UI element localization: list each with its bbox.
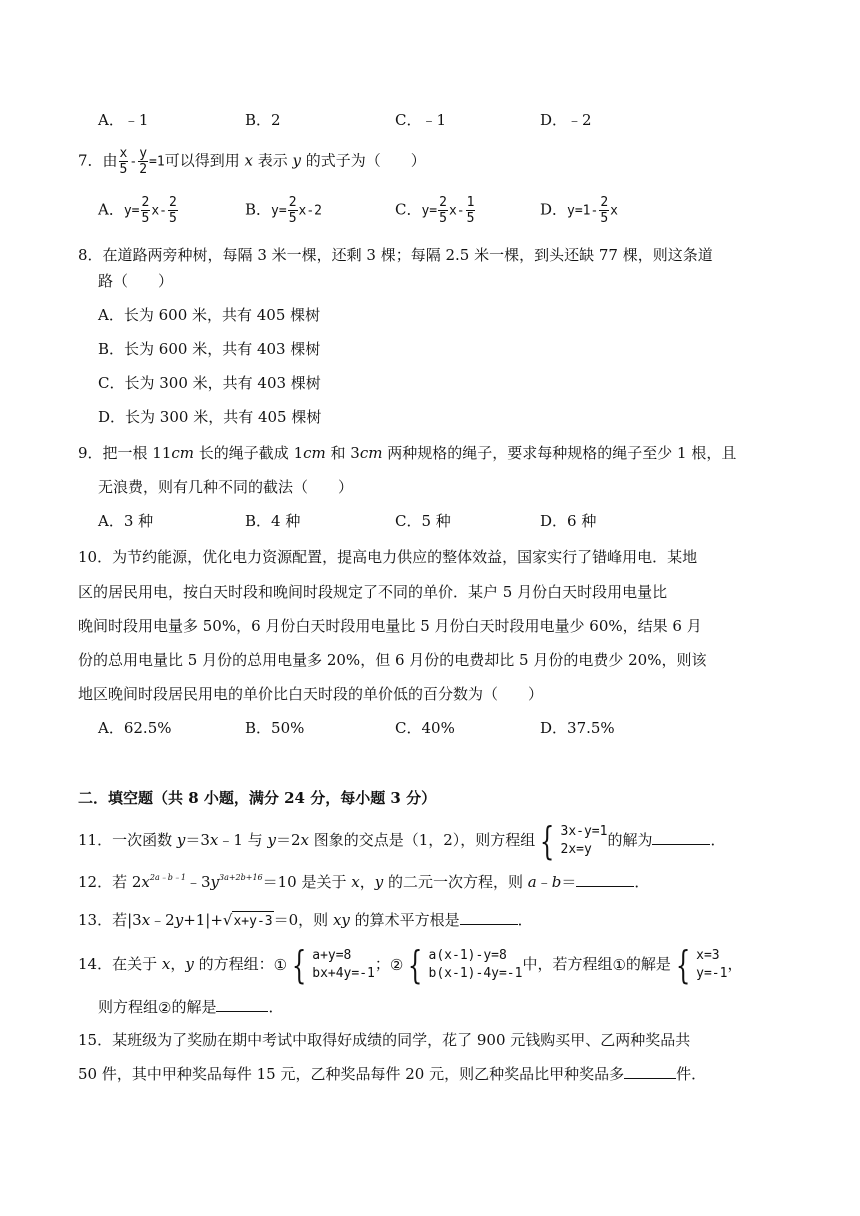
answer-blank[interactable] bbox=[576, 872, 634, 887]
q12-exponent: 3a+2b+16 bbox=[218, 873, 263, 882]
sqrt-icon: √ bbox=[222, 911, 233, 929]
q7-stem bbox=[78, 146, 426, 177]
q10-option-d: D．37.5% bbox=[540, 719, 615, 737]
q9-option-d: D．6 种 bbox=[540, 512, 597, 530]
option-math: y=1- bbox=[567, 203, 599, 219]
q14-stem bbox=[78, 942, 742, 986]
q12-exponent: 2a﹣b﹣1 bbox=[149, 873, 186, 882]
q6-option-b: B．2 bbox=[245, 111, 281, 129]
brace-icon: { bbox=[675, 943, 691, 987]
q7-text: 表示 bbox=[252, 151, 293, 170]
q12-text: ， bbox=[359, 873, 375, 891]
q7-text: 的式子为（ ） bbox=[300, 151, 426, 170]
q7-option-d bbox=[540, 195, 618, 226]
q9-option-a: A．3 种 bbox=[98, 512, 154, 530]
fraction-numerator: 2 bbox=[141, 195, 150, 210]
q15-text: 50 件，其中甲种奖品每件 15 元，乙种奖品每件 20 元，则乙种奖品比甲种奖品多 bbox=[78, 1065, 625, 1083]
q14-system-3 bbox=[671, 943, 728, 987]
q10-option-c: C．40% bbox=[395, 719, 455, 737]
q10-line-1: 10．为节约能源，优化电力资源配置，提高电力供应的整体效益，国家实行了错峰用电．某地 bbox=[78, 548, 698, 566]
q11-var: x bbox=[209, 831, 219, 849]
fraction-numerator: 2 bbox=[288, 195, 297, 210]
q10-line-2: 区的居民用电，按白天时段和晚间时段规定了不同的单价．某户 5 月份白天时段用电量比 bbox=[78, 583, 668, 601]
q7-eq-rest: =1 bbox=[149, 154, 165, 170]
q9-text: 长的绳子截成 1 bbox=[194, 444, 304, 462]
q10-line-4: 份的总用电量比 5 月份的总用电量多 20%，但 6 月份的电费却比 5 月份的电费少 20%，则该 bbox=[78, 651, 707, 669]
option-math: y= bbox=[421, 203, 438, 219]
circled-number-icon: ① bbox=[612, 955, 626, 974]
q9-line-2: 无浪费，则有几种不同的截法（ ） bbox=[98, 478, 354, 496]
answer-blank[interactable] bbox=[216, 997, 268, 1012]
fraction-numerator: 2 bbox=[600, 195, 609, 210]
q11-text: 图象的交点是（1，2），则方程组 bbox=[308, 831, 536, 849]
option-math: y= bbox=[123, 203, 140, 219]
q13-text: ． bbox=[517, 911, 533, 929]
fraction-denominator: 5 bbox=[288, 211, 297, 226]
q7-prefix: 7．由 bbox=[78, 151, 118, 170]
q11-text: ﹣1 与 bbox=[218, 831, 268, 849]
q14-var: x bbox=[161, 955, 171, 973]
q9-option-b: B．4 种 bbox=[245, 512, 301, 530]
brace-icon: { bbox=[408, 943, 423, 987]
system-line: a(x-1)-y=8 bbox=[428, 948, 507, 963]
q10-option-a: A．62.5% bbox=[98, 719, 172, 737]
option-fraction bbox=[141, 195, 151, 226]
option-math: y= bbox=[271, 203, 287, 219]
q12-var: x bbox=[351, 873, 360, 891]
q12-text: ＝10 是关于 bbox=[262, 873, 352, 891]
q14-text: 中，若方程组 bbox=[522, 955, 613, 973]
q7-eq-minus: - bbox=[129, 154, 138, 170]
q8-option-b: B．长为 600 米，共有 403 棵树 bbox=[98, 340, 321, 358]
system-line: 2x=y bbox=[560, 842, 592, 857]
q14-system-2 bbox=[403, 943, 523, 987]
fraction-denominator: 5 bbox=[168, 211, 177, 226]
brace-icon: { bbox=[291, 943, 307, 987]
answer-blank[interactable] bbox=[460, 910, 518, 925]
q14-text: ， bbox=[170, 955, 186, 973]
q7-text: 可以得到用 bbox=[164, 151, 245, 170]
q6-option-a: A．﹣1 bbox=[98, 111, 149, 129]
q14-text: ； bbox=[374, 955, 390, 973]
system-line: x=3 bbox=[696, 948, 720, 963]
q7-eq-fraction-1 bbox=[119, 146, 129, 177]
q14-text: 则方程组 bbox=[98, 998, 159, 1016]
q8-option-c: C．长为 300 米，共有 403 棵树 bbox=[98, 374, 321, 392]
option-math: x-2 bbox=[298, 203, 322, 219]
q15-text: 件． bbox=[676, 1065, 707, 1083]
fraction-numerator: 2 bbox=[168, 195, 177, 210]
q12-var: a bbox=[527, 873, 537, 891]
q13-var: x bbox=[141, 911, 151, 929]
q6-option-c: C．﹣1 bbox=[395, 111, 447, 129]
q13-stem bbox=[78, 910, 533, 932]
q9-text: 两种规格的绳子，要求每种规格的绳子至少 1 根，且 bbox=[382, 444, 737, 462]
q10-line-5: 地区晚间时段居民用电的单价比白天时段的单价低的百分数为（ ） bbox=[78, 685, 544, 703]
option-fraction bbox=[168, 195, 178, 226]
fraction-numerator: 1 bbox=[466, 195, 475, 210]
fraction-denominator: 2 bbox=[139, 162, 148, 177]
option-math: x- bbox=[151, 203, 167, 219]
q11-var: y bbox=[176, 831, 186, 849]
option-fraction bbox=[466, 195, 476, 226]
answer-blank[interactable] bbox=[624, 1064, 676, 1079]
circled-number-icon: ② bbox=[158, 998, 172, 1017]
system-line: y=-1 bbox=[696, 966, 728, 981]
q13-radicand: x+y-3 bbox=[232, 911, 273, 932]
q12-var: y bbox=[374, 873, 384, 891]
q8-line-1: 8．在道路两旁种树，每隔 3 米一棵，还剩 3 棵；每隔 2.5 米一棵，到头还缺 77 棵，则这条道 bbox=[78, 246, 713, 264]
q11-var: y bbox=[267, 831, 276, 849]
answer-blank[interactable] bbox=[652, 830, 710, 845]
option-label: D． bbox=[540, 200, 568, 219]
fraction-denominator: 5 bbox=[141, 211, 150, 226]
q14-line-2 bbox=[98, 997, 284, 1017]
circled-number-icon: ② bbox=[389, 955, 404, 974]
q12-var: x bbox=[141, 873, 150, 891]
q6-option-d: D．﹣2 bbox=[540, 111, 592, 129]
fraction-numerator: y bbox=[139, 146, 148, 161]
option-label: B． bbox=[245, 200, 272, 219]
q7-option-a bbox=[98, 195, 179, 226]
option-fraction bbox=[599, 195, 609, 226]
option-label: C． bbox=[395, 200, 422, 219]
option-math: x- bbox=[448, 203, 465, 219]
fraction-denominator: 5 bbox=[439, 211, 447, 226]
q15-line-1: 15．某班级为了奖励在期中考试中取得好成绩的同学，花了 900 元钱购买甲、乙两种奖品共 bbox=[78, 1031, 691, 1049]
q14-system-1 bbox=[287, 943, 375, 987]
q13-text: 13．若|3 bbox=[78, 911, 142, 929]
q9-text: 9．把一根 11 bbox=[78, 444, 172, 462]
q12-text: ﹣ bbox=[536, 873, 552, 891]
fraction-numerator: x bbox=[119, 146, 128, 161]
option-label: A． bbox=[98, 200, 124, 219]
system-line: 3x-y=1 bbox=[560, 824, 608, 839]
system-line: b(x-1)-4y=-1 bbox=[428, 966, 523, 981]
q14-text: ． bbox=[268, 998, 284, 1016]
q13-text: +1|+ bbox=[183, 911, 223, 929]
q11-text: ＝2 bbox=[275, 831, 301, 849]
q14-text: 14．在关于 bbox=[78, 955, 162, 973]
section-heading: 二．填空题（共 8 小题，满分 24 分，每小题 3 分） bbox=[78, 789, 437, 807]
q11-text: ＝3 bbox=[185, 831, 210, 849]
q8-option-d: D．长为 300 米，共有 405 棵树 bbox=[98, 408, 322, 426]
q11-equation-system bbox=[535, 819, 608, 863]
system-line: bx+4y=-1 bbox=[312, 966, 375, 981]
q9-unit: cm bbox=[359, 444, 383, 462]
q9-option-c: C．5 种 bbox=[395, 512, 451, 530]
q13-text: ＝0，则 bbox=[273, 911, 333, 929]
option-fraction bbox=[288, 195, 298, 226]
q7-var-y: y bbox=[292, 151, 301, 170]
q14-var: y bbox=[185, 955, 194, 973]
option-fraction bbox=[438, 195, 448, 226]
q7-option-c bbox=[395, 195, 476, 226]
q10-line-3: 晚间时段用电量多 50%，6 月份白天时段用电量比 5 月份白天时段用电量少 60%，结果 6 月 bbox=[78, 617, 702, 635]
q11-text: 11．一次函数 bbox=[78, 831, 177, 849]
q13-text: 的算术平方根是 bbox=[349, 911, 460, 929]
q11-text: ． bbox=[710, 831, 726, 849]
q9-unit: cm bbox=[303, 444, 326, 462]
q13-var: y bbox=[174, 911, 184, 929]
q12-var: y bbox=[210, 873, 219, 891]
q9-unit: cm bbox=[171, 444, 195, 462]
q13-text: ﹣2 bbox=[150, 911, 175, 929]
fraction-denominator: 5 bbox=[466, 211, 475, 226]
q12-text: 的二元一次方程，则 bbox=[383, 873, 528, 891]
q12-text: 12．若 2 bbox=[78, 873, 142, 891]
q12-var: b bbox=[551, 873, 562, 891]
q12-text: ﹣3 bbox=[185, 873, 211, 891]
q12-stem bbox=[78, 868, 649, 892]
option-math: x bbox=[610, 203, 618, 219]
q8-line-2: 路（ ） bbox=[98, 272, 174, 290]
q9-line-1 bbox=[78, 443, 736, 463]
q12-text: ． bbox=[634, 873, 650, 891]
q7-option-b bbox=[245, 195, 322, 226]
q14-text: ， bbox=[727, 955, 743, 973]
q8-option-a: A．长为 600 米，共有 405 棵树 bbox=[98, 306, 321, 324]
q13-var: xy bbox=[332, 911, 350, 929]
q11-stem bbox=[78, 818, 726, 862]
fraction-denominator: 5 bbox=[119, 162, 128, 177]
q12-text: ＝ bbox=[561, 873, 577, 891]
q7-var-x: x bbox=[244, 151, 253, 170]
q14-text: 的方程组： bbox=[193, 955, 274, 973]
q14-text: 的解是 bbox=[171, 998, 217, 1016]
q15-line-2 bbox=[78, 1064, 706, 1084]
fraction-denominator: 5 bbox=[600, 211, 609, 226]
q7-eq-fraction-2 bbox=[138, 146, 148, 177]
q11-var: x bbox=[300, 831, 309, 849]
q14-text: 的解是 bbox=[625, 955, 671, 973]
q9-text: 和 3 bbox=[325, 444, 360, 462]
q10-option-b: B．50% bbox=[245, 719, 305, 737]
brace-icon: { bbox=[540, 819, 555, 863]
circled-number-icon: ① bbox=[273, 955, 288, 974]
fraction-numerator: 2 bbox=[439, 195, 447, 210]
q11-text: 的解为 bbox=[607, 831, 653, 849]
system-line: a+y=8 bbox=[312, 948, 352, 963]
